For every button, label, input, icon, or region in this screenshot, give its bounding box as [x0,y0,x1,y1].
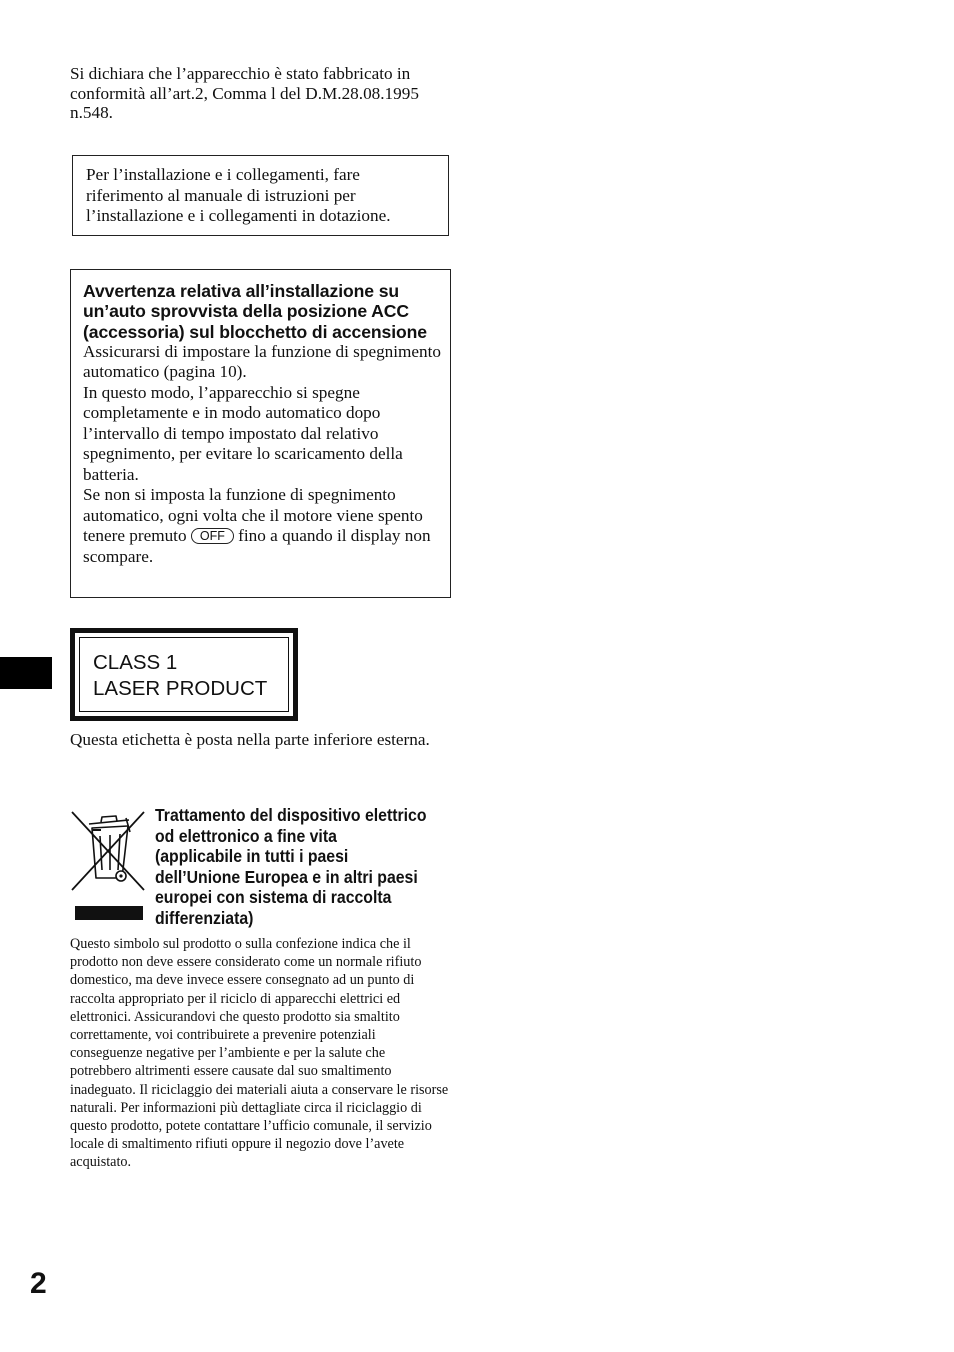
laser-label-caption: Questa etichetta è posta nella parte inferiore esterna. [70,730,430,749]
acc-warning-paragraph-2: In questo modo, l’apparecchio si spegne completamente e in modo automatico dopo l’intervallo di tempo impostato dal relativo spegnimento, per evitare lo scaricamento della batteria. [83,382,403,484]
crossed-out-wheelie-bin-icon [70,806,146,926]
weee-description: Questo simbolo sul prodotto o sulla confezione indica che il prodotto non deve essere considerato come un normale rifiuto domestico, ma deve invece essere consegnato ad un punto di raccolta appropriato per il riciclo di apparecchi elettrici ed elettronici. Assicurandovi che questo prodotto sia smaltito correttamente, voi contribuirete a prevenire potenziali conseguenze negative per l’ambiente e per la salute che potrebbero altrimenti essere causate dal suo smaltimento inadeguato. Il riciclaggio dei materiali aiuta a conservare le risorse naturali. Per informazioni più dettagliate circa il riciclaggio di questo prodotto, potete contattare l’ufficio comunale, il servizio locale di smaltimento rifiuti oppure il negozio dove l’avete acquistato. [70,936,449,1171]
section-tab-marker [0,657,52,689]
installation-note-box [72,155,449,236]
acc-warning-paragraph-3 [83,485,444,567]
acc-warning-box [70,269,451,598]
laser-label-line-1: CLASS 1 [93,651,178,674]
page-number: 2 [30,1267,47,1300]
acc-warning-paragraph-1: Assicurarsi di impostare la funzione di spegnimento automatico (pagina 10). [83,341,441,382]
acc-warning-paragraph-3-end: fino a quando il display non scompare. [83,526,431,566]
installation-note-text: Per l’installazione e i collegamenti, fare riferimento al manuale di istruzioni per l’installazione e i collegamenti in dotazione. [86,165,391,225]
acc-warning-title: Avvertenza relativa all’installazione su un’auto sprovvista della posizione ACC (accessoria) sul blocchetto di accensione [83,281,427,342]
off-key-label: OFF [191,528,234,544]
acc-warning-paragraph-3-start: Se non si imposta la funzione di spegnimento automatico, ogni volta che il motore viene spento tenere premuto [83,485,423,546]
laser-label-line-2: LASER PRODUCT [93,677,268,700]
weee-title: Trattamento del dispositivo elettrico od elettronico a fine vita (applicabile in tutti i paesi dell’Unione Europea e in altri paesi europei con sistema di raccolta differenziata) [155,805,427,928]
laser-class-label [70,628,298,721]
conformity-statement: Si dichiara che l’apparecchio è stato fabbricato in conformità all’art.2, Comma l del D.M.28.08.1995 n.548. [70,64,419,122]
